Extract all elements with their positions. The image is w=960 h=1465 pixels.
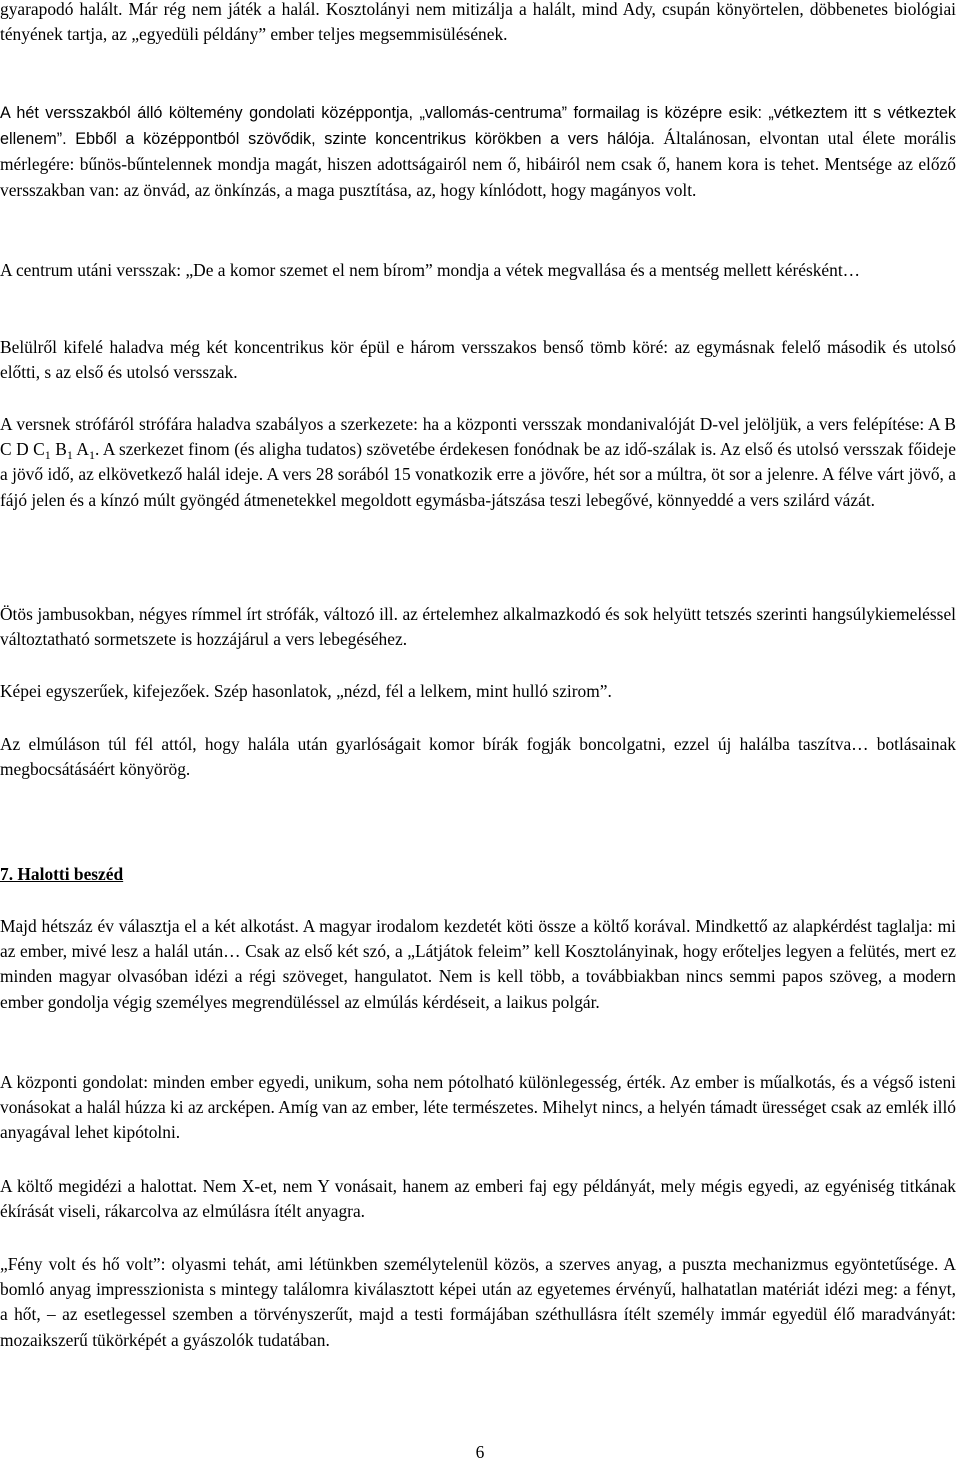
paragraph-centrum: A centrum utáni versszak: „De a komor szemet el nem bírom” mondja a vétek megvallása és a mentség mellett kérésként… [0, 260, 861, 280]
scheme-text-b: B [50, 439, 67, 460]
paragraph-scheme [0, 412, 956, 513]
paragraph-structure-serif: Általánosan, elvontan utal élete morális mérlegére: bűnös-bűntelennek mondja magát, hiszen adottságairól nem ő, hibáiról nem csak ő, hanem kora is tehet. Mentsége az előző versszakban van: az önvád, az önkínzás, a maga pusztítása, az, hogy kínlódott, hogy magányos volt. [0, 128, 956, 200]
scheme-text-end: . A szerkezet finom (és aligha tudatos) szövetébe érdekesen fonódnak be az idő-szálak is. Az első és utolsó versszak főideje a jövő idő, az elkövetkező halál ideje. A vers 28 sorából 15 vonatkozik erre a jövőre, hét sor a múltra, öt sor a jelenre. A félve várt jövő, a fájó jelen és a kínzó múlt gyöngéd átmenetekkel megoldott egymásba-játszása teszi lebegővé, könnyeddé a vers szilárd vázát. [0, 439, 957, 510]
scheme-text-a: A [72, 439, 89, 460]
scheme-text-start: A versnek strófáról strófára haladva szabályos a szerkezete: ha a központi versszak mondanivalóját D-vel jelöljük, a vers felépítése: A B C D C [0, 414, 956, 460]
paragraph-central-idea: A központi gondolat: minden ember egyedi, unikum, soha nem pótolható különlegesség, érték. Az ember is műalkotás, és a végső isteni vonásokat a halál húzza ki az arcképen. Amíg van az ember, léte természetes. Mihelyt nincs, a helyén támadt ürességet csak az emlék illó anyagával lehet kipótolni. [0, 1072, 956, 1143]
subscript-2: 1 [66, 448, 73, 463]
paragraph-poet-evokes: A költő megidézi a halottat. Nem X-et, nem Y vonásait, hanem az emberi faj egy példányát, mely mégis egyedi, az egyéniség titkának ékírását viseli, rákarcolva az elmúlásra ítélt anyagra. [0, 1176, 956, 1222]
paragraph-structure-sans: A hét versszakból álló költemény gondolati középpontja, „vallomás-centruma” formailag is középre esik: „vétkeztem itt s vétkeztek ellenem”. Ebből a középpontból szövődik, szinte koncentrikus körökben a vers hálója. [0, 104, 956, 149]
section-heading: 7. Halotti beszéd [0, 864, 124, 884]
subscript-3: 1 [88, 448, 95, 463]
paragraph-light-heat: „Fény volt és hő volt”: olyasmi tehát, ami létünkben személytelenül közös, a szerves anyag, a puszta mechanizmus egyöntetűsége. A bomló anyag impresszionista s mintegy találomra kiválasztott képei után az egyetemes érvényű, halhatatlan matériát idézi meg: a fényt, a hőt, – az esetlegessel szemben a törvényszerűt, majd a testi formájában széthullásra ítélt személy immár egyedül élő maradványát: mozaikszerű tükörképét a gyászolók tudatában. [0, 1254, 956, 1350]
paragraph-afterlife: Az elmúláson túl fél attól, hogy halála után gyarlóságait komor bírák fogják boncolgatni, ezzel új halálba taszítva… botlásainak megbocsátásáért könyörög. [0, 734, 956, 780]
paragraph-meter: Ötös jambusokban, négyes rímmel írt strófák, változó ill. az értelemhez alkalmazkodó és sok helyütt tetszés szerinti hangsúlykiemeléssel változtatható sormetszete is hozzájárul a vers lebegéséhez. [0, 604, 956, 650]
subscript-1: 1 [44, 448, 51, 463]
paragraph-images: Képei egyszerűek, kifejezőek. Szép hasonlatok, „nézd, fél a lelkem, mint hulló szirom”. [0, 681, 612, 701]
paragraph-structure [0, 100, 956, 203]
page-number: 6 [475, 1442, 485, 1462]
paragraph-circles: Belülről kifelé haladva még két koncentrikus kör épül e három versszakos benső tömb köré: az egymásnak felelő második és utolsó előtti, s az első és utolsó versszak. [0, 337, 956, 383]
paragraph-intro: gyarapodó halált. Már rég nem játék a halál. Kosztolányi nem mitizálja a halált, mind Ady, csupán könyörtelen, döbbenetes biológiai tényének tartja, az „egyedüli példány” ember teljes megsemmisülésének. [0, 0, 956, 45]
paragraph-halotti-intro: Majd hétszáz év választja el a két alkotást. A magyar irodalom kezdetét köti össze a költő korával. Mindkettő az alapkérdést taglalja: mi az ember, mivé lesz a halál után… Csak az első két szó, a „Látjátok feleim” kell Kosztolányinak, hogy erőteljes legyen a felütés, mert ez minden magyar olvasóban idézi a régi szöveget, hangulatot. Nem is kell több, a továbbiakban nincs semmi papos szöveg, a modern ember gondolja végig személyes megrendüléssel az elmúlás kérdéseit, a laikus polgár. [0, 916, 956, 1012]
